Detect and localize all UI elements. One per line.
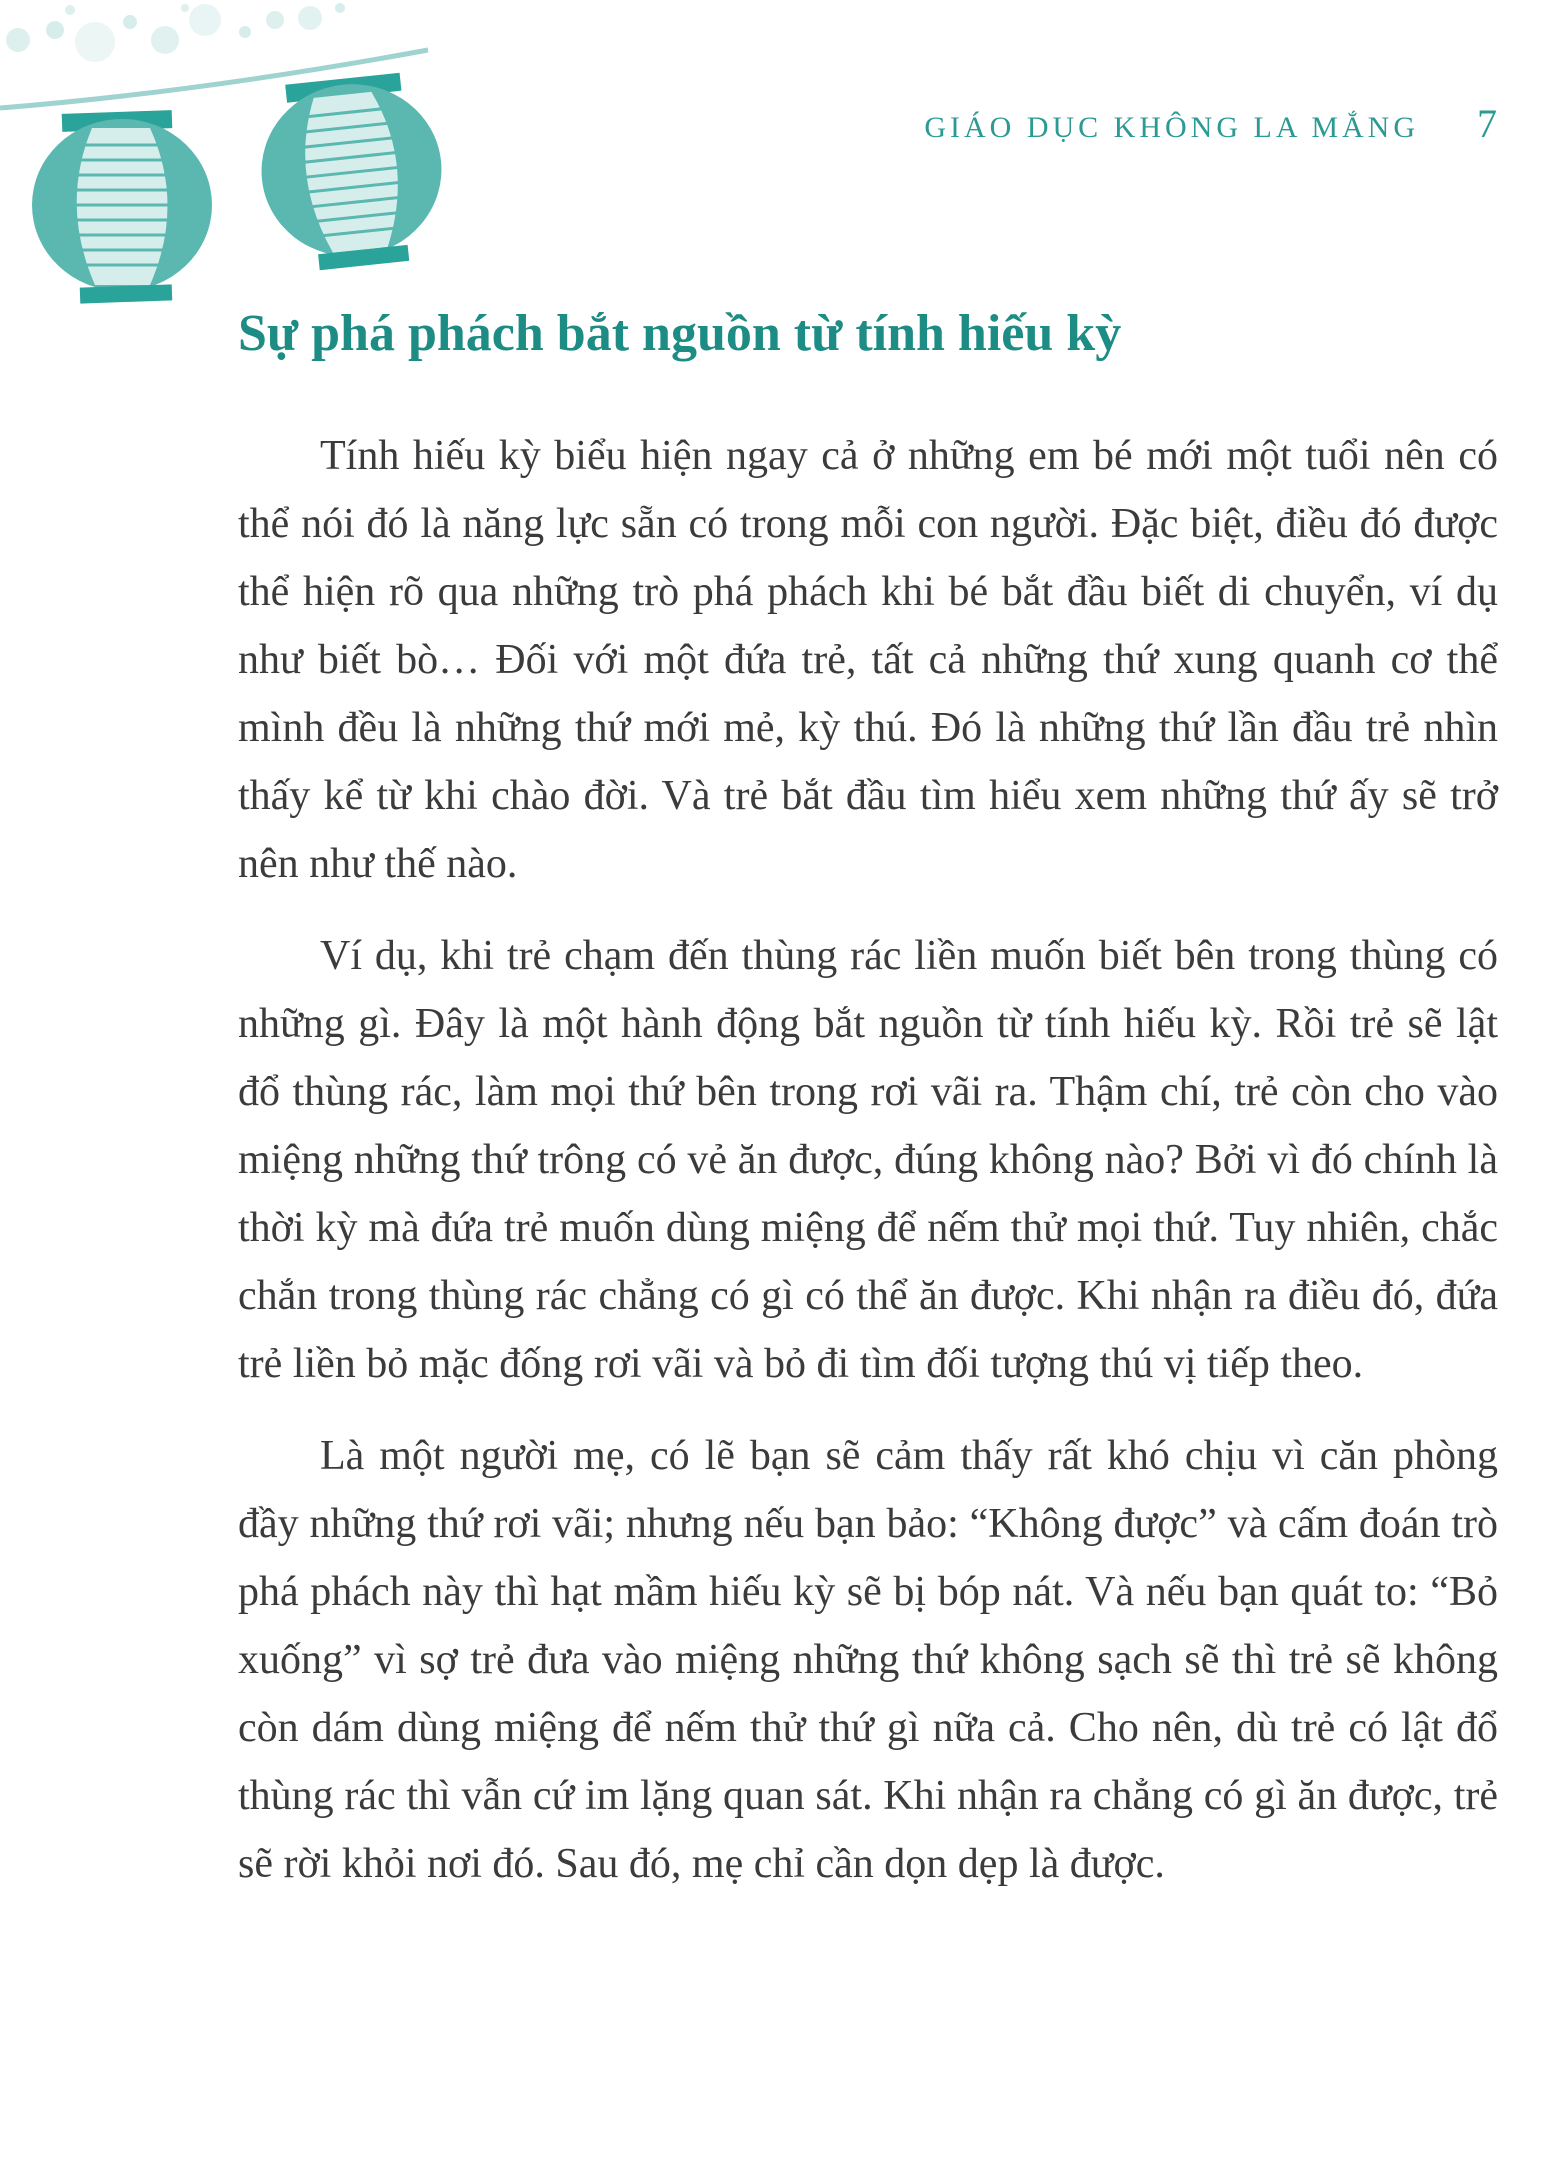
paragraph-3: Là một người mẹ, có lẽ bạn sẽ cảm thấy rất khó chịu vì căn phòng đầy những thứ rơi vãi; nhưng nếu bạn bảo: “Không được” và cấm đoán trò phá phách này thì hạt mầm hiếu kỳ sẽ bị bóp nát. Và nếu bạn quát to: “Bỏ xuống” vì sợ trẻ đưa vào miệng những thứ không sạch sẽ thì trẻ sẽ không còn dám dùng miệng để nếm thử thứ gì nữa cả. Cho nên, dù trẻ có lật đổ thùng rác thì vẫn cứ im lặng quan sát. Khi nhận ra chẳng có gì ăn được, trẻ sẽ rời khỏi nơi đó. Sau đó, mẹ chỉ cần dọn dẹp là được. (238, 1432, 1498, 1887)
section-title: Sự phá phách bắt nguồn từ tính hiếu kỳ (238, 305, 1122, 362)
page-content (238, 300, 1498, 1922)
paragraph-2: Ví dụ, khi trẻ chạm đến thùng rác liền muốn biết bên trong thùng có những gì. Đây là một hành động bắt nguồn từ tính hiếu kỳ. Rồi trẻ sẽ lật đổ thùng rác, làm mọi thứ bên trong rơi vãi ra. Thậm chí, trẻ còn cho vào miệng những thứ trông có vẻ ăn được, đúng không nào? Bởi vì đó chính là thời kỳ mà đứa trẻ muốn dùng miệng để nếm thử mọi thứ. Tuy nhiên, chắc chắn trong thùng rác chẳng có gì có thể ăn được. Khi nhận ra điều đó, đứa trẻ liền bỏ mặc đống rơi vãi và bỏ đi tìm đối tượng thú vị tiếp theo. (238, 932, 1498, 1387)
running-header (924, 100, 1497, 147)
lantern-right (252, 69, 451, 275)
running-title: GIÁO DỤC KHÔNG LA MẮNG (924, 111, 1419, 144)
lantern-left (32, 110, 212, 304)
paper-lanterns-icon (0, 0, 460, 330)
body-text (238, 422, 1498, 1898)
paragraph-1: Tính hiếu kỳ biểu hiện ngay cả ở những em bé mới một tuổi nên có thể nói đó là năng lực sẵn có trong mỗi con người. Đặc biệt, điều đó được thể hiện rõ qua những trò phá phách khi bé bắt đầu biết di chuyển, ví dụ như biết bò… Đối với một đứa trẻ, tất cả những thứ xung quanh cơ thể mình đều là những thứ mới mẻ, kỳ thú. Đó là những thứ lần đầu trẻ nhìn thấy kể từ khi chào đời. Và trẻ bắt đầu tìm hiểu xem những thứ ấy sẽ trở nên như thế nào. (238, 432, 1498, 887)
decorative-dots (6, 3, 345, 62)
page-number: 7 (1477, 101, 1497, 146)
